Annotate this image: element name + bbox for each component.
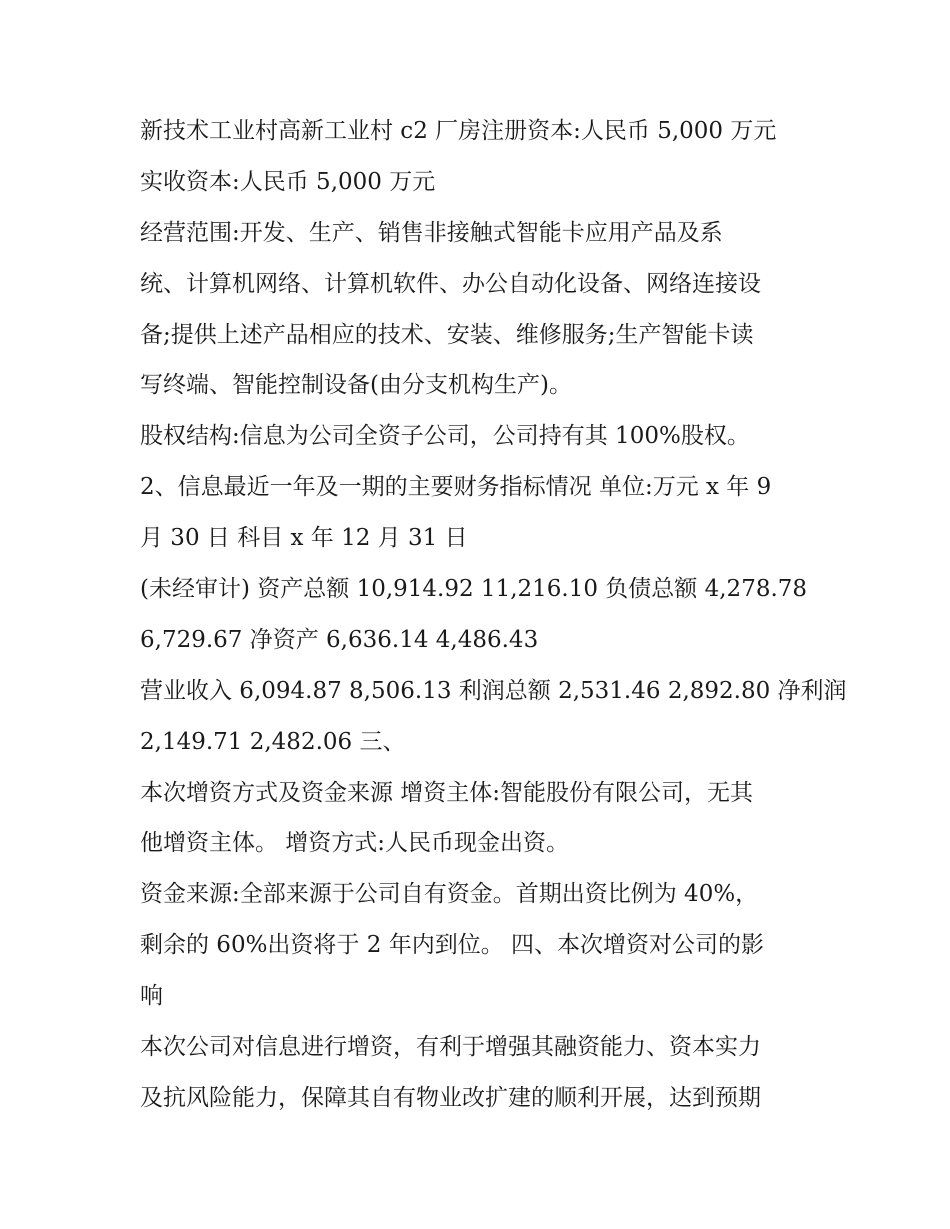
text-line: 响	[140, 983, 163, 1010]
text-line: (未经审计) 资产总额 10,914.92 11,216.10 负债总额 4,278.78	[140, 576, 808, 603]
text-line: 本次公司对信息进行增资，有利于增强其融资能力、资本实力	[140, 1034, 761, 1061]
text-line: 6,729.67 净资产 6,636.14 4,486.43	[140, 626, 539, 653]
text-line: 营业收入 6,094.87 8,506.13 利润总额 2,531.46 2,892.80 净利润	[140, 677, 847, 704]
text-line: 统、计算机网络、计算机软件、办公自动化设备、网络连接设	[140, 270, 761, 297]
text-line: 本次增资方式及资金来源 增资主体:智能股份有限公司，无其	[140, 779, 754, 806]
text-line: 股权结构:信息为公司全资子公司，公司持有其 100%股权。	[140, 423, 750, 450]
text-line: 资金来源:全部来源于公司自有资金。首期出资比例为 40%，	[140, 881, 759, 908]
text-line: 备;提供上述产品相应的技术、安装、维修服务;生产智能卡读	[140, 321, 754, 348]
text-line: 剩余的 60%出资将于 2 年内到位。 四、本次增资对公司的影	[140, 932, 764, 959]
text-line: 经营范围:开发、生产、销售非接触式智能卡应用产品及系	[140, 219, 723, 246]
text-line: 2、信息最近一年及一期的主要财务指标情况 单位:万元 x 年 9	[140, 474, 772, 501]
document-body	[140, 106, 847, 1124]
text-line: 新技术工业村高新工业村 c2 厂房注册资本:人民币 5,000 万元	[140, 118, 777, 144]
text-line: 实收资本:人民币 5,000 万元	[140, 168, 436, 195]
text-line: 2,149.71 2,482.06 三、	[140, 728, 406, 755]
text-line: 及抗风险能力，保障其自有物业改扩建的顺利开展，达到预期	[140, 1084, 761, 1111]
text-line: 他增资主体。 增资方式:人民币现金出资。	[140, 830, 570, 857]
text-line: 月 30 日 科目 x 年 12 月 31 日	[140, 525, 468, 552]
text-line: 写终端、智能控制设备(由分支机构生产)。	[140, 372, 572, 399]
